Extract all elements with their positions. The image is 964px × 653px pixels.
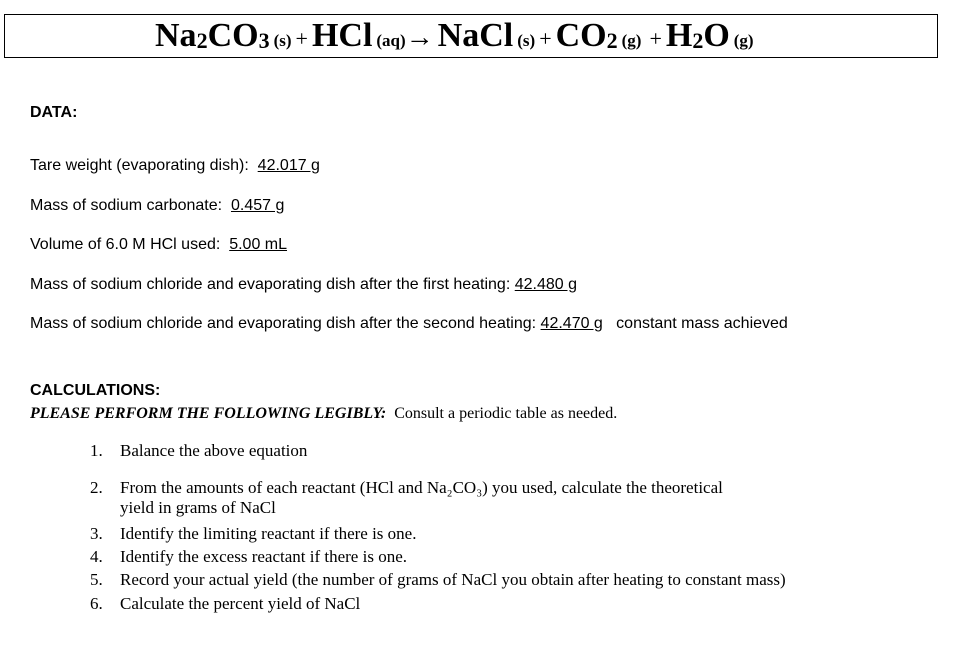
state-label: (aq) [376,31,406,50]
data-line-second-heating [30,315,788,333]
state-label: (g) [621,31,642,50]
data-label: Mass of sodium chloride and evaporating dish after the second heating: [30,315,537,332]
data-label: Volume of 6.0 M HCl used: [30,236,221,253]
data-line-hcl-volume [30,236,287,254]
data-value: 42.480 g [514,276,577,293]
product-water: $H_2O$ [665,17,730,54]
reactant-sodium-carbonate: $Na_2CO_3$ [155,17,270,54]
data-label: Mass of sodium carbonate: [30,197,223,214]
data-note: constant mass achieved [616,315,788,332]
plus-sign: + [649,26,662,51]
list-item: 4. Identify the excess reactant if there is one. [90,547,407,566]
data-value: 42.017 g [257,157,320,174]
reactant-hcl: HCl [311,17,373,54]
instruction-rest: Consult a periodic table as needed. [394,405,618,422]
product-sodium-chloride: NaCl [437,17,514,54]
data-heading: DATA: [30,104,78,121]
reaction-arrow-icon: → [405,22,434,53]
data-value: 0.457 g [230,197,285,214]
data-label: Mass of sodium chloride and evaporating dish after the first heating: [30,276,511,293]
state-label: (s) [517,31,536,50]
list-item: 5. Record your actual yield (the number of grams of NaCl you obtain after heating to constant mass) [90,570,786,589]
list-item: 6. Calculate the percent yield of NaCl [90,594,361,613]
state-label: (s) [273,31,292,50]
data-line-first-heating [30,276,577,294]
state-label: (g) [733,31,754,50]
calculations-heading: CALCULATIONS: [30,382,161,399]
list-item: 2. From the amounts of each reactant (HCl and Na₂CO₃) you used, calculate the theoretical yield in grams of NaCl [90,478,723,517]
plus-sign: + [539,26,552,51]
list-item: 3. Identify the limiting reactant if there is one. [90,524,417,543]
product-carbon-dioxide: $CO_2$ [555,17,618,54]
list-item: 1. Balance the above equation [90,441,308,460]
data-label: Tare weight (evaporating dish): [30,157,249,174]
plus-sign: + [295,26,308,51]
data-line-tare-weight [30,157,320,175]
data-value: 42.470 g [540,315,603,332]
data-line-sodium-carbonate-mass [30,197,284,215]
equation-box [4,14,938,58]
chemical-equation [155,18,754,60]
data-value: 5.00 mL [229,236,288,253]
calculations-instruction [30,405,617,423]
instruction-emphasis: PLEASE PERFORM THE FOLLOWING LEGIBLY: [30,405,387,422]
